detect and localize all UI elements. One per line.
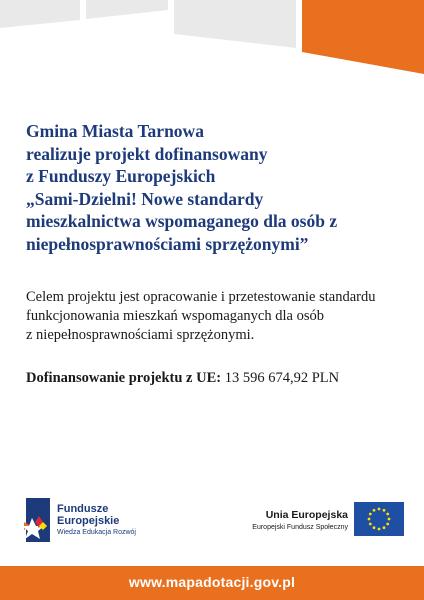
footer-url[interactable]: www.mapadotacji.gov.pl	[128, 574, 296, 590]
headline-line: Gmina Miasta Tarnowa	[26, 121, 204, 141]
headline-line: niepełnosprawnościami sprzężonymi”	[26, 233, 309, 254]
footer-bar	[0, 566, 424, 600]
headline-line: mieszkalnictwa wspomaganego dla osób z	[26, 211, 338, 231]
ue-subtitle: Europejski Fundusz Społeczny	[252, 524, 348, 531]
headline-line: z Funduszy Europejskich	[26, 166, 216, 186]
fundusze-europejskie-logo	[22, 496, 162, 544]
fe-star-logo-icon	[22, 496, 54, 544]
fe-subtitle: Wiedza Edukacja Rozwój	[57, 529, 136, 536]
funding-label: Dofinansowanie projektu z UE:	[26, 370, 222, 386]
deco-block-2	[86, 0, 168, 19]
funding-amount: 13 596 674,92 PLN	[224, 370, 340, 386]
top-decoration	[0, 0, 424, 80]
ue-title: Unia Europejska	[265, 509, 348, 521]
fe-name-line2: Europejskie	[57, 514, 120, 527]
eu-flag-icon	[354, 502, 404, 536]
headline-line: realizuje projekt dofinansowany	[26, 143, 268, 164]
deco-block-3	[174, 0, 296, 48]
headline-line: „Sami-Dzielni! Nowe standardy	[26, 188, 264, 209]
unia-europejska-logo	[220, 500, 404, 540]
description-line: funkcjonowania mieszkań wspomaganych dla osób	[26, 308, 324, 324]
description-line: z niepełnosprawnościami sprzężonymi.	[26, 327, 255, 343]
headline	[26, 120, 406, 255]
fe-name-line1: Fundusze	[57, 503, 109, 515]
description-line: Celem projektu jest opracowanie i przetestowanie standardu	[26, 289, 376, 305]
deco-block-orange	[302, 0, 424, 74]
funding-line	[26, 370, 339, 387]
deco-block-1	[0, 0, 80, 28]
project-description	[26, 288, 406, 345]
